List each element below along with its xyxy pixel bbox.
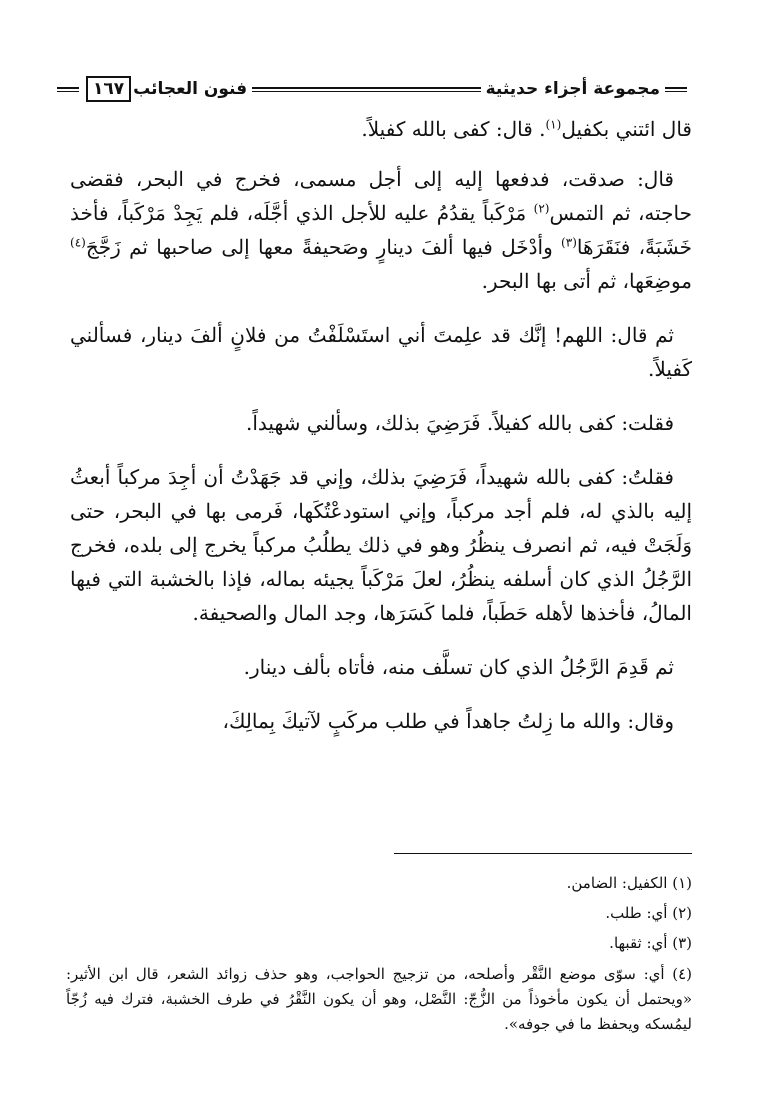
collection-title: مجموعة أجزاء حديثية [485, 79, 660, 99]
paragraph-1: قال ائتني بكفيل$^{(١)}$. قال: كفى بالله كفيلاً. [361, 117, 692, 141]
running-header [52, 72, 692, 106]
footnote-3: (٣) أي: ثقبها. [609, 934, 692, 952]
paragraph-2: قال: صدقت، فدفعها إليه إلى أجل مسمى، فخرج في البحر، فقضى حاجته، ثم التمس$^{(٢)}$ مَرْكَباً يقدُمُ عليه للأجل الذي أجَّلَه، فلم يَجِدْ مَرْكَباً، فأخذ خَشَبَةً، فنَقَرَهَا$^{(٣)}$ وأدْخَل فيها ألفَ دينارٍ وصَحيفةً معها إلى صاحبها ثم زَجَّجَ$^{(٤)}$ موضِعَها، ثم أتى بها البحر. [70, 167, 692, 293]
book-title: فنون العجائب [133, 79, 248, 99]
footnote-4: (٤) أي: سوّى موضع النَّقْر وأصلحه، من تزجيج الحواجب، وهو حذف زوائد الشعر، قال ابن الأثير: «ويحتمل أن يكون مأخوذاً من الزُّجّ: النَّصْل، وهو أن يكون النَّقْرُ في طرف الخشبة، فترك فيه زُجّاً ليمُسكه ويحفظ ما في جوفه». [66, 965, 692, 1033]
footnote-ref-2: (٢) [533, 201, 550, 216]
header-rule-middle [252, 87, 480, 92]
footnote-ref-1: (١) [545, 117, 562, 132]
paragraph-4: فقلت: كفى بالله كفيلاً. فَرَضِيَ بذلك، وسألني شهيداً. [246, 411, 674, 435]
paragraph-3: ثم قال: اللهم! إنَّك قد علِمتَ أني استَسْلَفْتُ من فلانٍ ألفَ دينار، فسألني كَفيلاً. [70, 323, 692, 381]
paragraph-7: وقال: والله ما زِلتُ جاهداً في طلب مركَبٍ لآتيكَ بِمالِكَ، [222, 709, 674, 733]
footnote-divider [394, 853, 692, 854]
footnotes [66, 868, 692, 1037]
paragraph-5: فقلتُ: كفى بالله شهيداً، فَرَضِيَ بذلك، وإني قد جَهَدْتُ أن أجِدَ مركباً أبعثُ إليه بالذي له، فلم أجد مركباً، وإني استودعْتُكَها، فَرمى بها في البحر، حتى وَلَجَتْ فيه، ثم انصرف ينظُرُ وهو في ذلك يطلُبُ مركباً يخرج إلى بلده، فخرج الرَّجُلُ الذي كان أسلفه ينظُرُ، لعلَ مَرْكَباً يجيئه بماله، فإذا بالخشبة التي فيها المالُ، فأخذها لأهله حَطَباً، فلما كَسَرَها، وجد المال والصحيفة. [70, 465, 692, 625]
page-number: ١٦٧ [86, 76, 131, 102]
header-rule-left [57, 87, 79, 92]
main-text [70, 112, 692, 758]
footnote-1: (١) الكفيل: الضامن. [566, 874, 692, 892]
paragraph-6: ثم قَدِمَ الرَّجُلُ الذي كان تسلَّف منه، فأتاه بألف دينار. [243, 655, 674, 679]
header-rule-right [665, 87, 687, 92]
footnote-ref-3: (٣) [561, 235, 577, 250]
footnote-2: (٢) أي: طلب. [605, 904, 692, 922]
footnote-ref-4: (٤) [70, 235, 86, 250]
